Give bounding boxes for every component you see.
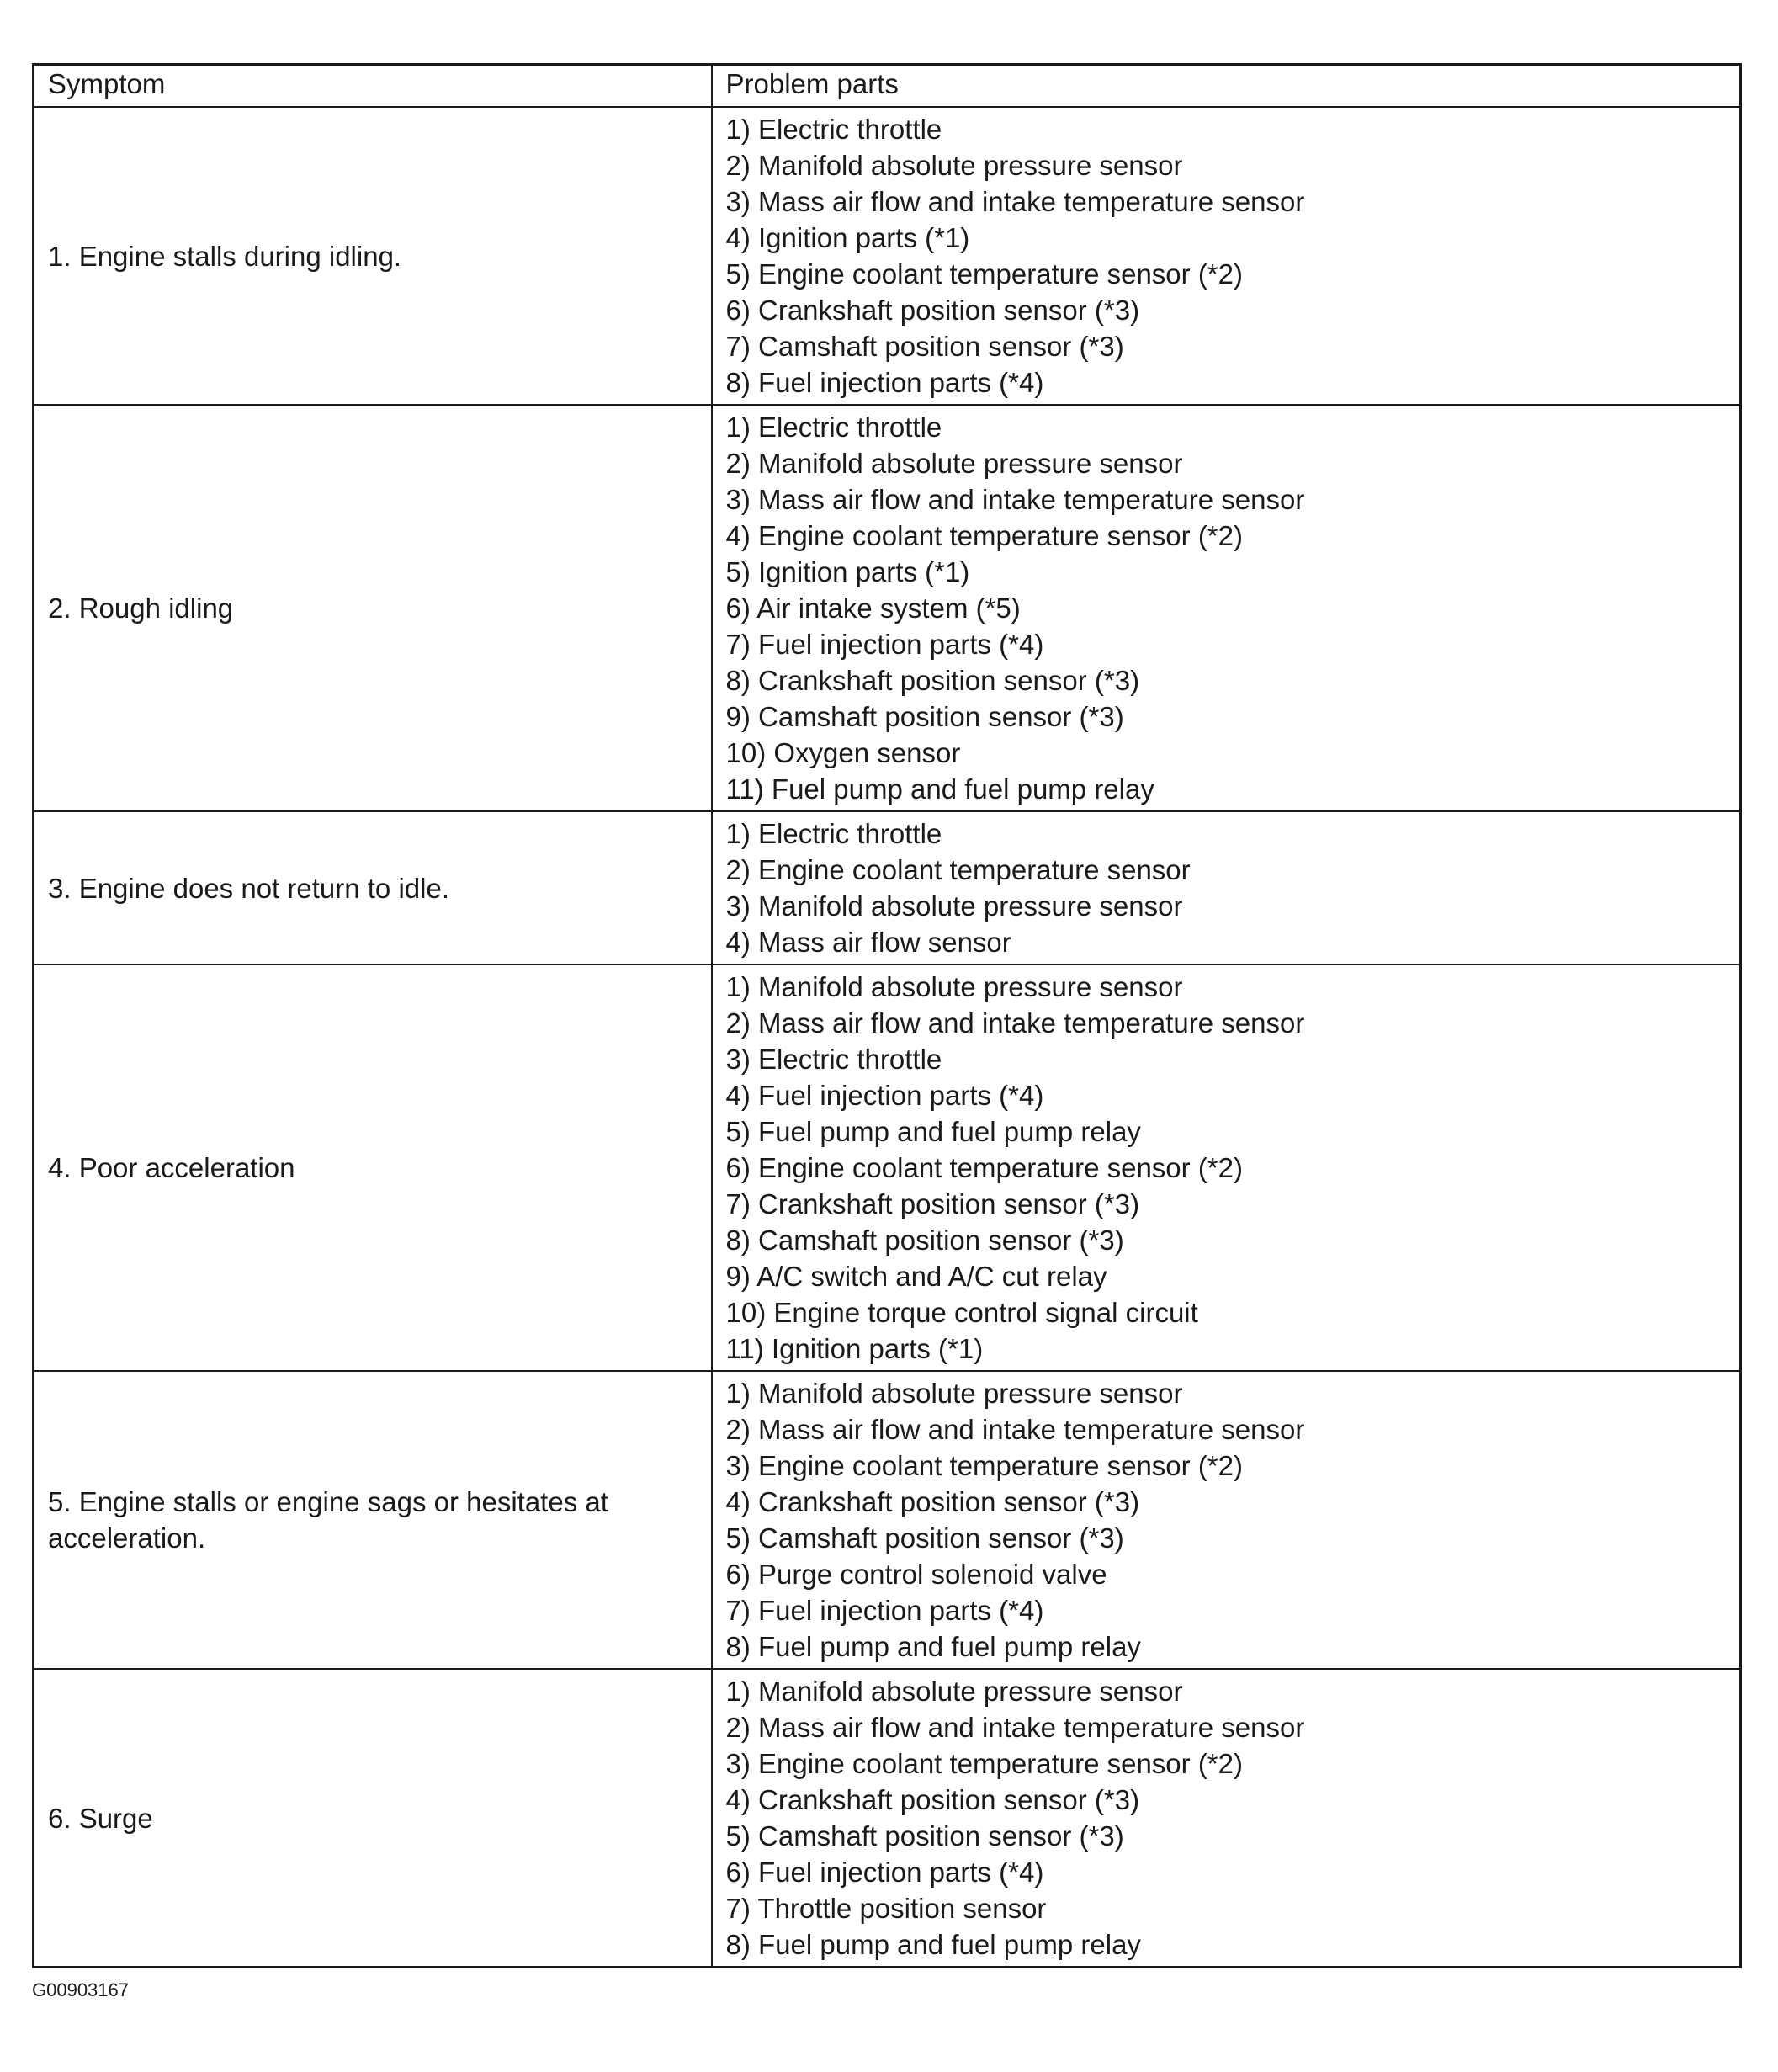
symptom-text: 2. Rough idling (48, 592, 234, 624)
symptom-cell (34, 107, 712, 405)
problem-part-item: 9) Camshaft position sensor (*3) (725, 701, 1124, 732)
problem-parts-list (726, 816, 1740, 960)
problem-part-item: 7) Camshaft position sensor (*3) (725, 331, 1124, 362)
problem-part-item: 2) Mass air flow and intake temperature sensor (725, 1007, 1305, 1039)
problem-part-item: 6) Fuel injection parts (*4) (725, 1857, 1044, 1888)
header-symptom: Symptom (34, 65, 712, 108)
problem-part-item: 3) Mass air flow and intake temperature sensor (725, 484, 1305, 515)
problem-part-item: 1) Manifold absolute pressure sensor (725, 1378, 1183, 1409)
problem-part-item: 7) Fuel injection parts (*4) (725, 1595, 1044, 1626)
problem-part-item: 9) A/C switch and A/C cut relay (725, 1261, 1107, 1292)
problem-part-item: 1) Manifold absolute pressure sensor (725, 1676, 1183, 1707)
problem-part-item: 1) Electric throttle (725, 818, 942, 849)
problem-part-item: 3) Engine coolant temperature sensor (*2) (725, 1748, 1243, 1779)
problem-part-item: 6) Crankshaft position sensor (*3) (725, 295, 1140, 326)
problem-parts-cell (712, 107, 1741, 405)
problem-part-item: 7) Throttle position sensor (725, 1893, 1047, 1924)
problem-part-item: 2) Mass air flow and intake temperature sensor (725, 1414, 1305, 1445)
problem-part-item: 11) Ignition parts (*1) (725, 1333, 984, 1364)
header-problem-parts: Problem parts (712, 65, 1741, 108)
table-row (34, 1371, 1741, 1669)
problem-part-item: 2) Manifold absolute pressure sensor (725, 448, 1183, 479)
problem-part-item: 2) Manifold absolute pressure sensor (725, 150, 1183, 181)
problem-part-item: 8) Fuel pump and fuel pump relay (725, 1631, 1141, 1662)
problem-part-item: 7) Fuel injection parts (*4) (725, 629, 1044, 660)
problem-part-item: 4) Crankshaft position sensor (*3) (725, 1486, 1140, 1517)
problem-part-item: 5) Camshaft position sensor (*3) (725, 1522, 1124, 1554)
problem-part-item: 6) Air intake system (*5) (725, 592, 1021, 624)
symptom-parts-table (32, 63, 1742, 1968)
problem-part-item: 3) Engine coolant temperature sensor (*2) (725, 1450, 1243, 1481)
problem-part-item: 4) Mass air flow sensor (725, 927, 1011, 958)
problem-parts-list (726, 111, 1740, 401)
problem-part-item: 2) Engine coolant temperature sensor (725, 854, 1191, 885)
symptom-text: 5. Engine stalls or engine sags or hesitates at acceleration. (48, 1486, 608, 1554)
problem-part-item: 5) Ignition parts (*1) (725, 556, 970, 587)
problem-parts-list (726, 409, 1740, 807)
problem-part-item: 3) Manifold absolute pressure sensor (725, 890, 1183, 922)
problem-part-item: 1) Electric throttle (725, 114, 942, 145)
problem-part-item: 7) Crankshaft position sensor (*3) (725, 1188, 1140, 1219)
problem-part-item: 1) Manifold absolute pressure sensor (725, 971, 1183, 1002)
problem-part-item: 8) Fuel pump and fuel pump relay (725, 1929, 1141, 1960)
symptom-text: 6. Surge (48, 1802, 153, 1834)
problem-parts-cell (712, 1371, 1741, 1669)
problem-part-item: 6) Engine coolant temperature sensor (*2) (725, 1152, 1243, 1183)
problem-part-item: 8) Crankshaft position sensor (*3) (725, 665, 1140, 696)
problem-parts-list (726, 969, 1740, 1367)
problem-part-item: 5) Engine coolant temperature sensor (*2) (725, 258, 1243, 290)
problem-parts-list (726, 1375, 1740, 1665)
problem-part-item: 4) Fuel injection parts (*4) (725, 1080, 1044, 1111)
table-row (34, 107, 1741, 405)
symptom-cell (34, 1669, 712, 1968)
symptom-cell (34, 964, 712, 1371)
problem-part-item: 4) Crankshaft position sensor (*3) (725, 1784, 1140, 1815)
problem-part-item: 3) Electric throttle (725, 1044, 942, 1075)
problem-part-item: 8) Fuel injection parts (*4) (725, 367, 1044, 398)
table-row (34, 964, 1741, 1371)
table-row (34, 405, 1741, 811)
table-header-row (34, 65, 1741, 108)
problem-part-item: 4) Engine coolant temperature sensor (*2) (725, 520, 1243, 551)
problem-parts-cell (712, 1669, 1741, 1968)
figure-id: G00903167 (32, 1979, 129, 2000)
problem-part-item: 8) Camshaft position sensor (*3) (725, 1225, 1124, 1256)
symptom-text: 1. Engine stalls during idling. (48, 240, 402, 272)
symptom-cell (34, 1371, 712, 1669)
problem-part-item: 10) Engine torque control signal circuit (725, 1297, 1198, 1328)
problem-part-item: 5) Fuel pump and fuel pump relay (725, 1116, 1141, 1147)
table-row (34, 1669, 1741, 1968)
problem-part-item: 2) Mass air flow and intake temperature sensor (725, 1712, 1305, 1743)
symptom-cell (34, 811, 712, 964)
problem-part-item: 3) Mass air flow and intake temperature sensor (725, 186, 1305, 217)
problem-part-item: 6) Purge control solenoid valve (725, 1559, 1107, 1590)
table-row (34, 811, 1741, 964)
problem-part-item: 10) Oxygen sensor (725, 737, 961, 768)
problem-parts-cell (712, 964, 1741, 1371)
problem-parts-cell (712, 405, 1741, 811)
symptom-text: 4. Poor acceleration (48, 1152, 295, 1183)
symptom-cell (34, 405, 712, 811)
symptom-text: 3. Engine does not return to idle. (48, 872, 449, 904)
problem-parts-cell (712, 811, 1741, 964)
problem-part-item: 4) Ignition parts (*1) (725, 222, 970, 253)
problem-part-item: 1) Electric throttle (725, 412, 942, 443)
problem-part-item: 11) Fuel pump and fuel pump relay (725, 773, 1154, 805)
problem-parts-list (726, 1673, 1740, 1963)
problem-part-item: 5) Camshaft position sensor (*3) (725, 1820, 1124, 1852)
